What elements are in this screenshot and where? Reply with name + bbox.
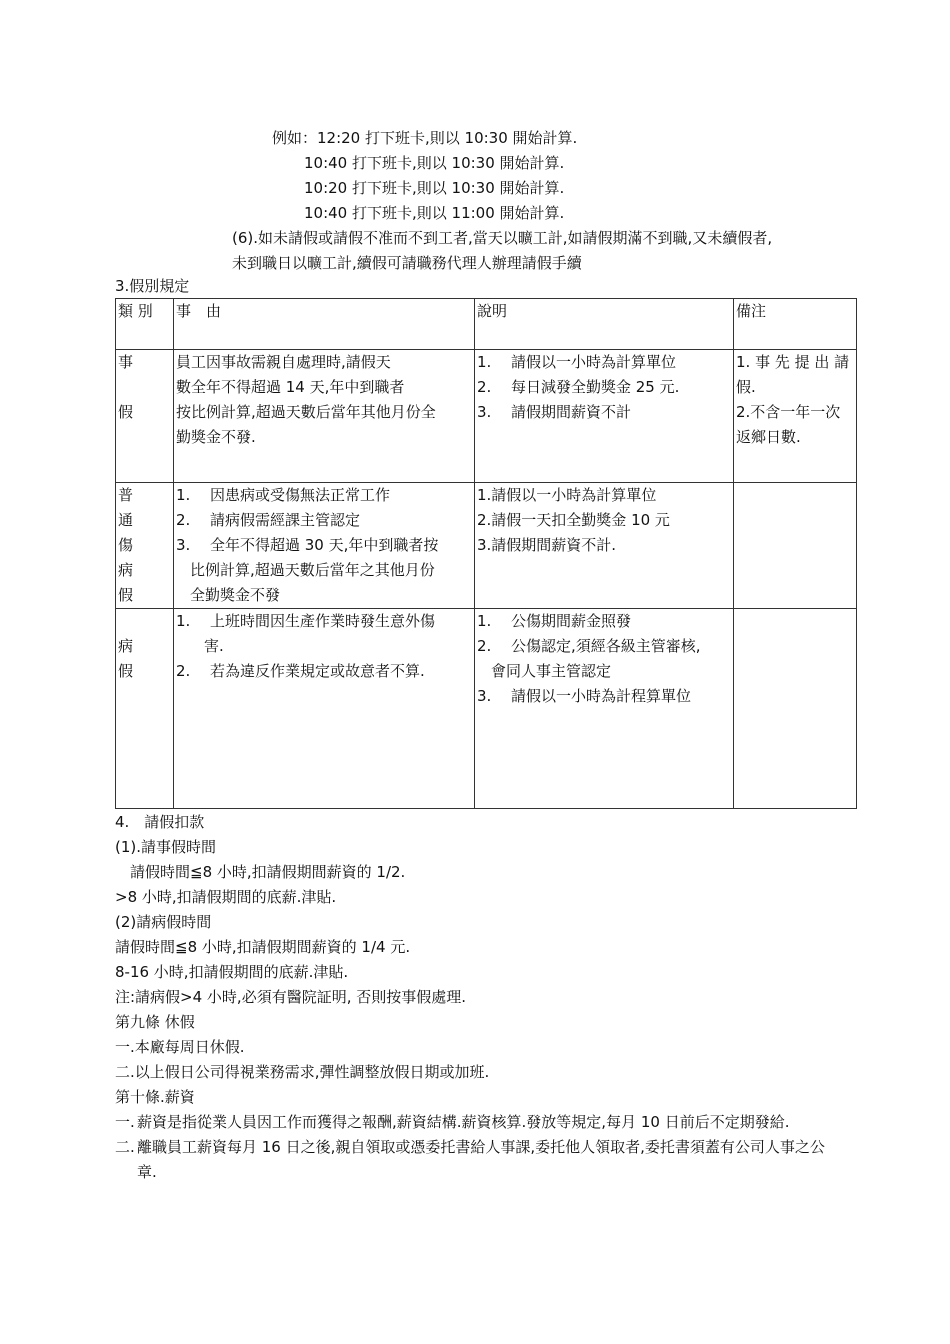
text-line: 8-16 小時,扣請假期間的底薪.津貼. xyxy=(115,963,349,981)
salary-item: 一. 薪資是指從業人員因工作而獲得之報酬,薪資結構.薪資核算.發放等規定,每月 10 日前后不定期發給. xyxy=(115,1113,790,1131)
reason-item: 3. 全年不得超過 30 天,年中到職者按 xyxy=(176,536,439,554)
row-category xyxy=(116,483,174,609)
remark-line: 返鄉日數. xyxy=(736,428,801,446)
category-char: 假 xyxy=(118,662,134,680)
item-6-line-2: 未到職日以曠工計,續假可請職務代理人辦理請假手續 xyxy=(232,254,582,272)
category-char: 事 xyxy=(118,353,134,371)
reason-continuation: 全勤獎金不發 xyxy=(190,586,281,604)
remark-line: 假. xyxy=(736,378,756,396)
header-reason: 事 由 xyxy=(174,299,475,350)
reason-continuation: 比例計算,超過天數后當年之其他月份 xyxy=(190,561,435,579)
reason-item: 2. 若為違反作業規定或故意者不算. xyxy=(176,662,425,680)
category-char xyxy=(118,375,171,400)
row-remarks xyxy=(734,609,857,809)
section-3-title: 3.假別規定 xyxy=(115,277,190,295)
bottom-sections xyxy=(115,810,845,1185)
item-6-line-1: (6).如未請假或請假不准而不到工者,當天以曠工計,如請假期滿不到職,又未續假者, xyxy=(232,229,773,247)
table-header-row xyxy=(116,299,857,350)
reason-line: 按比例計算,超過天數后當年其他月份全 xyxy=(176,403,436,421)
category-char: 病 xyxy=(118,637,134,655)
text-line: (2)請病假時間 xyxy=(115,913,212,931)
row-category xyxy=(116,350,174,483)
example-line: 10:20 打下班卡,則以 10:30 開始計算. xyxy=(304,179,565,197)
note-item: 2. 公傷認定,須經各級主管審核, xyxy=(477,637,701,655)
note-item: 2. 每日減發全勤獎金 25 元. xyxy=(477,378,680,396)
row-reason xyxy=(174,609,475,809)
row-notes xyxy=(475,609,734,809)
note-continuation: 會同人事主管認定 xyxy=(491,662,612,680)
note-item: 1. 請假以一小時為計算單位 xyxy=(477,353,677,371)
table-row xyxy=(116,483,857,609)
section-4-title: 4. 請假扣款 xyxy=(115,813,205,831)
item-6-paragraph xyxy=(232,226,852,276)
header-category: 類 別 xyxy=(116,299,174,350)
category-char: 通 xyxy=(118,511,134,529)
note-line: 1.請假以一小時為計算單位 xyxy=(477,486,657,504)
reason-line: 數全年不得超過 14 天,年中到職者 xyxy=(176,378,405,396)
note-item: 3. 請假以一小時為計程算單位 xyxy=(477,687,692,705)
example-block xyxy=(272,126,577,226)
category-char: 傷 xyxy=(118,536,134,554)
category-char: 病 xyxy=(118,561,134,579)
remark-line: 1. 事 先 提 出 請 xyxy=(736,353,850,371)
header-remarks: 備注 xyxy=(734,299,857,350)
row-remarks xyxy=(734,483,857,609)
text-line: 一.本廠每周日休假. xyxy=(115,1038,245,1056)
note-item: 3. 請假期間薪資不計 xyxy=(477,403,632,421)
text-line: 二.以上假日公司得視業務需求,彈性調整放假日期或加班. xyxy=(115,1063,490,1081)
category-char: 假 xyxy=(118,586,134,604)
note-line: 3.請假期間薪資不計. xyxy=(477,536,617,554)
text-line: >8 小時,扣請假期間的底薪.津貼. xyxy=(115,888,337,906)
leave-rules-table xyxy=(115,298,857,809)
text-line: (1).請事假時間 xyxy=(115,838,217,856)
note-line: 2.請假一天扣全勤獎金 10 元 xyxy=(477,511,670,529)
row-notes xyxy=(475,483,734,609)
table-row xyxy=(116,350,857,483)
reason-item: 1. 上班時間因生產作業時發生意外傷 xyxy=(176,612,436,630)
row-reason xyxy=(174,350,475,483)
salary-item: 二. 離職員工薪資每月 16 日之後,親自領取或憑委托書給人事課,委托他人領取者,委托書須蓋有公司人事之公章. xyxy=(115,1138,825,1181)
category-char: 普 xyxy=(118,486,134,504)
reason-continuation: 害. xyxy=(204,637,224,655)
row-reason xyxy=(174,483,475,609)
reason-line: 員工因事故需親自處理時,請假天 xyxy=(176,353,391,371)
note-item: 1. 公傷期間薪金照發 xyxy=(477,612,632,630)
row-category xyxy=(116,609,174,809)
header-notes: 說明 xyxy=(475,299,734,350)
reason-line: 勤獎金不發. xyxy=(176,428,256,446)
example-line: 10:40 打下班卡,則以 10:30 開始計算. xyxy=(304,154,565,172)
text-line: 請假時間≦8 小時,扣請假期間薪資的 1/2. xyxy=(115,863,406,881)
reason-item: 2. 請病假需經課主管認定 xyxy=(176,511,361,529)
remark-line: 2.不含一年一次 xyxy=(736,403,841,421)
category-char: 假 xyxy=(118,403,134,421)
article-10-title: 第十條.薪資 xyxy=(115,1088,195,1106)
example-line: 10:40 打下班卡,則以 11:00 開始計算. xyxy=(304,204,565,222)
article-9-title: 第九條 休假 xyxy=(115,1013,195,1031)
row-notes xyxy=(475,350,734,483)
reason-item: 1. 因患病或受傷無法正常工作 xyxy=(176,486,391,504)
table-row xyxy=(116,609,857,809)
note-line: 注:請病假>4 小時,必須有醫院証明, 否則按事假處理. xyxy=(115,988,467,1006)
example-line: 例如：12:20 打下班卡,則以 10:30 開始計算. xyxy=(272,129,578,147)
row-remarks xyxy=(734,350,857,483)
text-line: 請假時間≦8 小時,扣請假期間薪資的 1/4 元. xyxy=(115,938,411,956)
